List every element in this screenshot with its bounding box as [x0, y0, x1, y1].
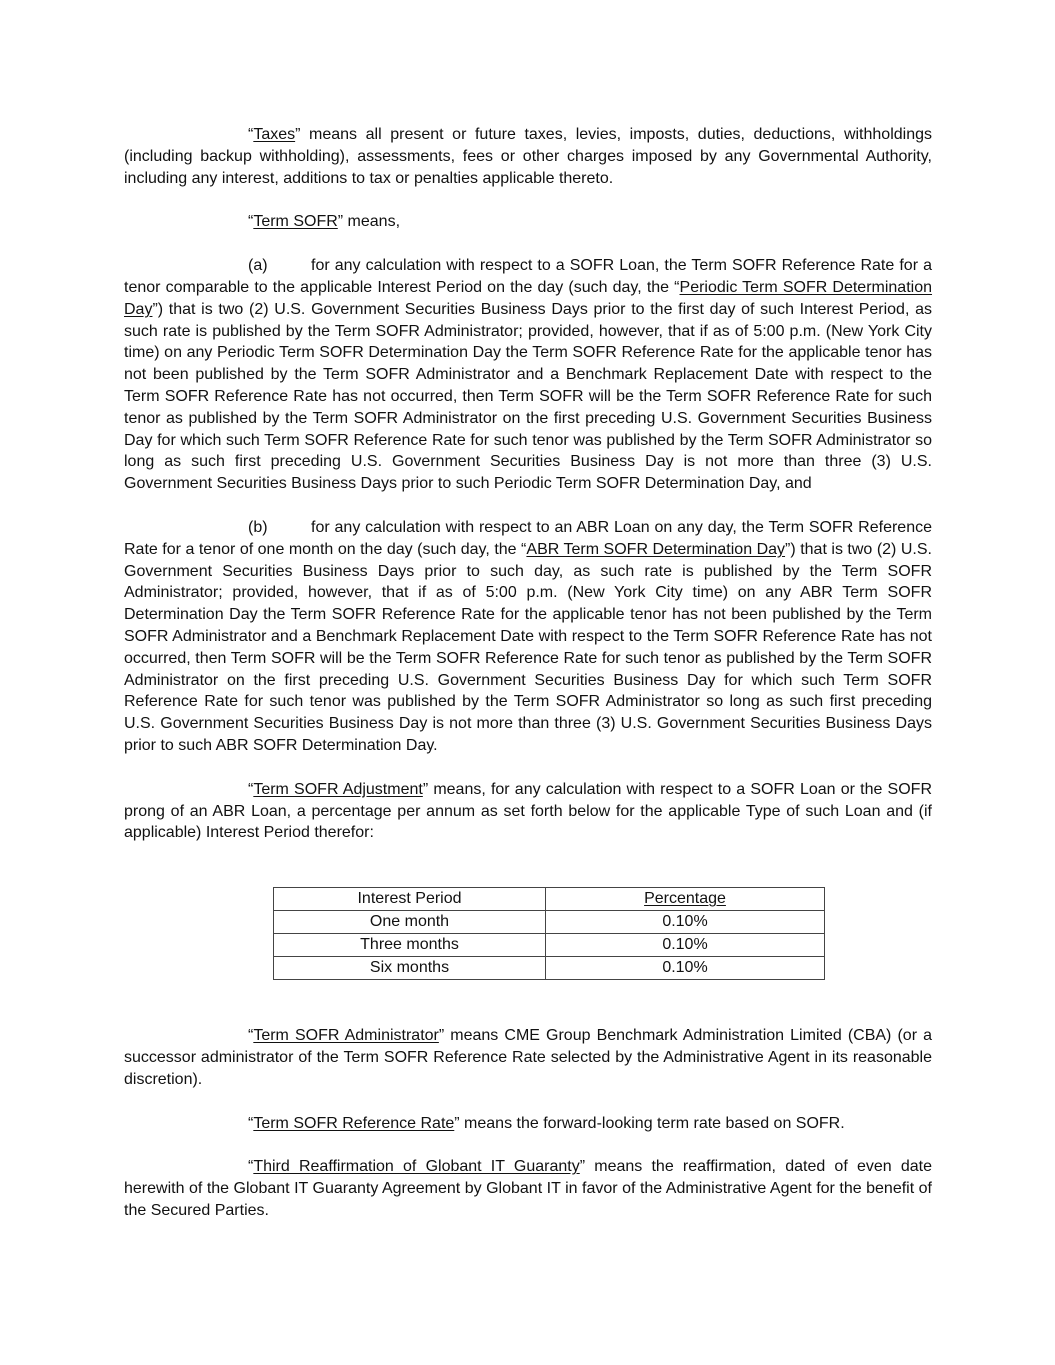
definition-text: ” means the reaffirmation, dated of even date herewith of the Globant IT Guaranty Agreement by Globant IT in favor of the Administrative Agent for the benefit of the Secured Parties.	[124, 1158, 932, 1219]
cell-percentage: 0.10%	[546, 911, 825, 934]
clause-text: for any calculation with respect to a SOFR Loan, the Term SOFR Reference Rate for a tenor comparable to the applicable Interest Period on the day (such day, the “	[124, 257, 932, 296]
definition-text: ” means,	[337, 213, 401, 231]
defined-term-term-sofr-administrator: Term SOFR Administrator	[253, 1027, 439, 1045]
table-header-row	[274, 888, 825, 911]
definition-text: ” means, for any calculation with respect to a SOFR Loan or the SOFR prong of an ABR Loan, a percentage per annum as set forth below for the applicable Type of such Loan and (if applicable) Interest Period therefor:	[124, 780, 932, 842]
clause-b	[124, 517, 932, 757]
defined-term-term-sofr-adjustment: Term SOFR Adjustment	[253, 780, 423, 798]
definition-term-sofr-adjustment: “Term SOFR Adjustment” means, for any calculation with respect to a SOFR Loan or the SOFR prong of an ABR Loan, a percentage per annum as set forth below for the applicable Type of such Loan and (if applicable) Interest Period therefor:	[124, 780, 932, 842]
definition-third-reaffirmation: “Third Reaffirmation of Globant IT Guaranty” means the reaffirmation, dated of even date herewith of the Globant IT Guaranty Agreement by Globant IT in favor of the Administrative Agent for the benefit of the Secured Parties.	[124, 1158, 932, 1219]
table-row	[274, 934, 825, 957]
defined-term-taxes: Taxes	[253, 126, 296, 143]
cell-percentage: 0.10%	[546, 957, 825, 980]
definition-taxes: “Taxes” means all present or future taxes, levies, imposts, duties, deductions, withholdings (including backup withholding), assessments, fees or other charges imposed by any Governmental Authority, including any interest, additions to tax or penalties applicable thereto.	[124, 126, 932, 187]
defined-term-third-reaffirmation: Third Reaffirmation of Globant IT Guaranty	[253, 1158, 580, 1176]
defined-term-periodic-term-sofr-determination-day: Periodic Term SOFR Determination Day	[124, 278, 933, 318]
cell-interest-period: One month	[274, 911, 546, 934]
defined-term-term-sofr-reference-rate: Term SOFR Reference Rate	[253, 1114, 455, 1132]
cell-interest-period: Three months	[274, 934, 546, 957]
table-row	[274, 957, 825, 980]
definition-text: ” means the forward-looking term rate based on SOFR.	[454, 1114, 845, 1132]
clause-a	[124, 255, 932, 495]
defined-term-abr-term-sofr-determination-day: ABR Term SOFR Determination Day	[526, 540, 786, 558]
clause-number: (b)	[248, 518, 268, 536]
column-header-interest-period: Interest Period	[274, 888, 546, 911]
column-header-percentage: Percentage	[546, 888, 825, 911]
clause-text: for any calculation with respect to an ABR Loan on any day, the Term SOFR Reference Rate for a tenor of one month on the day (such day, the “	[124, 518, 932, 558]
table-row	[274, 911, 825, 934]
clause-text: ”) that is two (2) U.S. Government Securities Business Days prior to such day, as such rate is published by the Term SOFR Administrator; provided, however, that if as of 5:00 p.m. (New York City time) on any ABR Term SOFR Determination Day the Term SOFR Reference Rate for the applicable tenor has not been published by the Term SOFR Administrator and a Benchmark Replacement Date with respect to the Term SOFR Reference Rate has not occurred, then Term SOFR will be the Term SOFR Reference Rate for such tenor as published by the Term SOFR Administrator on the first preceding U.S. Government Securities Business Day for which such Term SOFR Reference Rate for such tenor was published by the Term SOFR Administrator so long as such first preceding U.S. Government Securities Business Day is not more than three (3) U.S. Government Securities Business Days prior to such ABR SOFR Determination Day.	[124, 540, 932, 754]
cell-percentage: 0.10%	[546, 934, 825, 957]
clause-text: ”) that is two (2) U.S. Government Securities Business Days prior to the first day of such Interest Period, as such rate is published by the Term SOFR Administrator; provided, however, that if as of 5:00 p.m. (New York City time) on any Periodic Term SOFR Determination Day the Term SOFR Reference Rate for the applicable tenor has not been published by the Term SOFR Administrator and a Benchmark Replacement Date with respect to the Term SOFR Reference Rate has not occurred, then Term SOFR will be the Term SOFR Reference Rate for such tenor as published by the Term SOFR Administrator on the first preceding U.S. Government Securities Business Day for which such Term SOFR Reference Rate for such tenor was published by the Term SOFR Administrator so long as such first preceding U.S. Government Securities Business Day is not more than three (3) U.S. Government Securities Business Days prior to such Periodic Term SOFR Determination Day, and	[124, 300, 932, 493]
adjustment-table	[273, 887, 825, 980]
definition-text: ” means CME Group Benchmark Administration Limited (CBA) (or a successor administrator of the Term SOFR Reference Rate selected by the Administrative Agent in its reasonable discretion).	[124, 1027, 932, 1088]
cell-interest-period: Six months	[274, 957, 546, 980]
definition-text: ” means all present or future taxes, levies, imposts, duties, deductions, withholdings (including backup withholding), assessments, fees or other charges imposed by any Governmental Authority, including any interest, additions to tax or penalties applicable thereto.	[124, 126, 932, 187]
clause-number: (a)	[248, 257, 268, 275]
definition-term-sofr-reference-rate: “Term SOFR Reference Rate” means the forward-looking term rate based on SOFR.	[248, 1114, 845, 1132]
defined-term-term-sofr: Term SOFR	[253, 213, 338, 231]
definition-term-sofr-administrator: “Term SOFR Administrator” means CME Group Benchmark Administration Limited (CBA) (or a successor administrator of the Term SOFR Reference Rate selected by the Administrative Agent in its reasonable discretion).	[124, 1027, 932, 1088]
document-page	[124, 124, 932, 1222]
definition-term-sofr: “Term SOFR” means,	[248, 213, 401, 231]
